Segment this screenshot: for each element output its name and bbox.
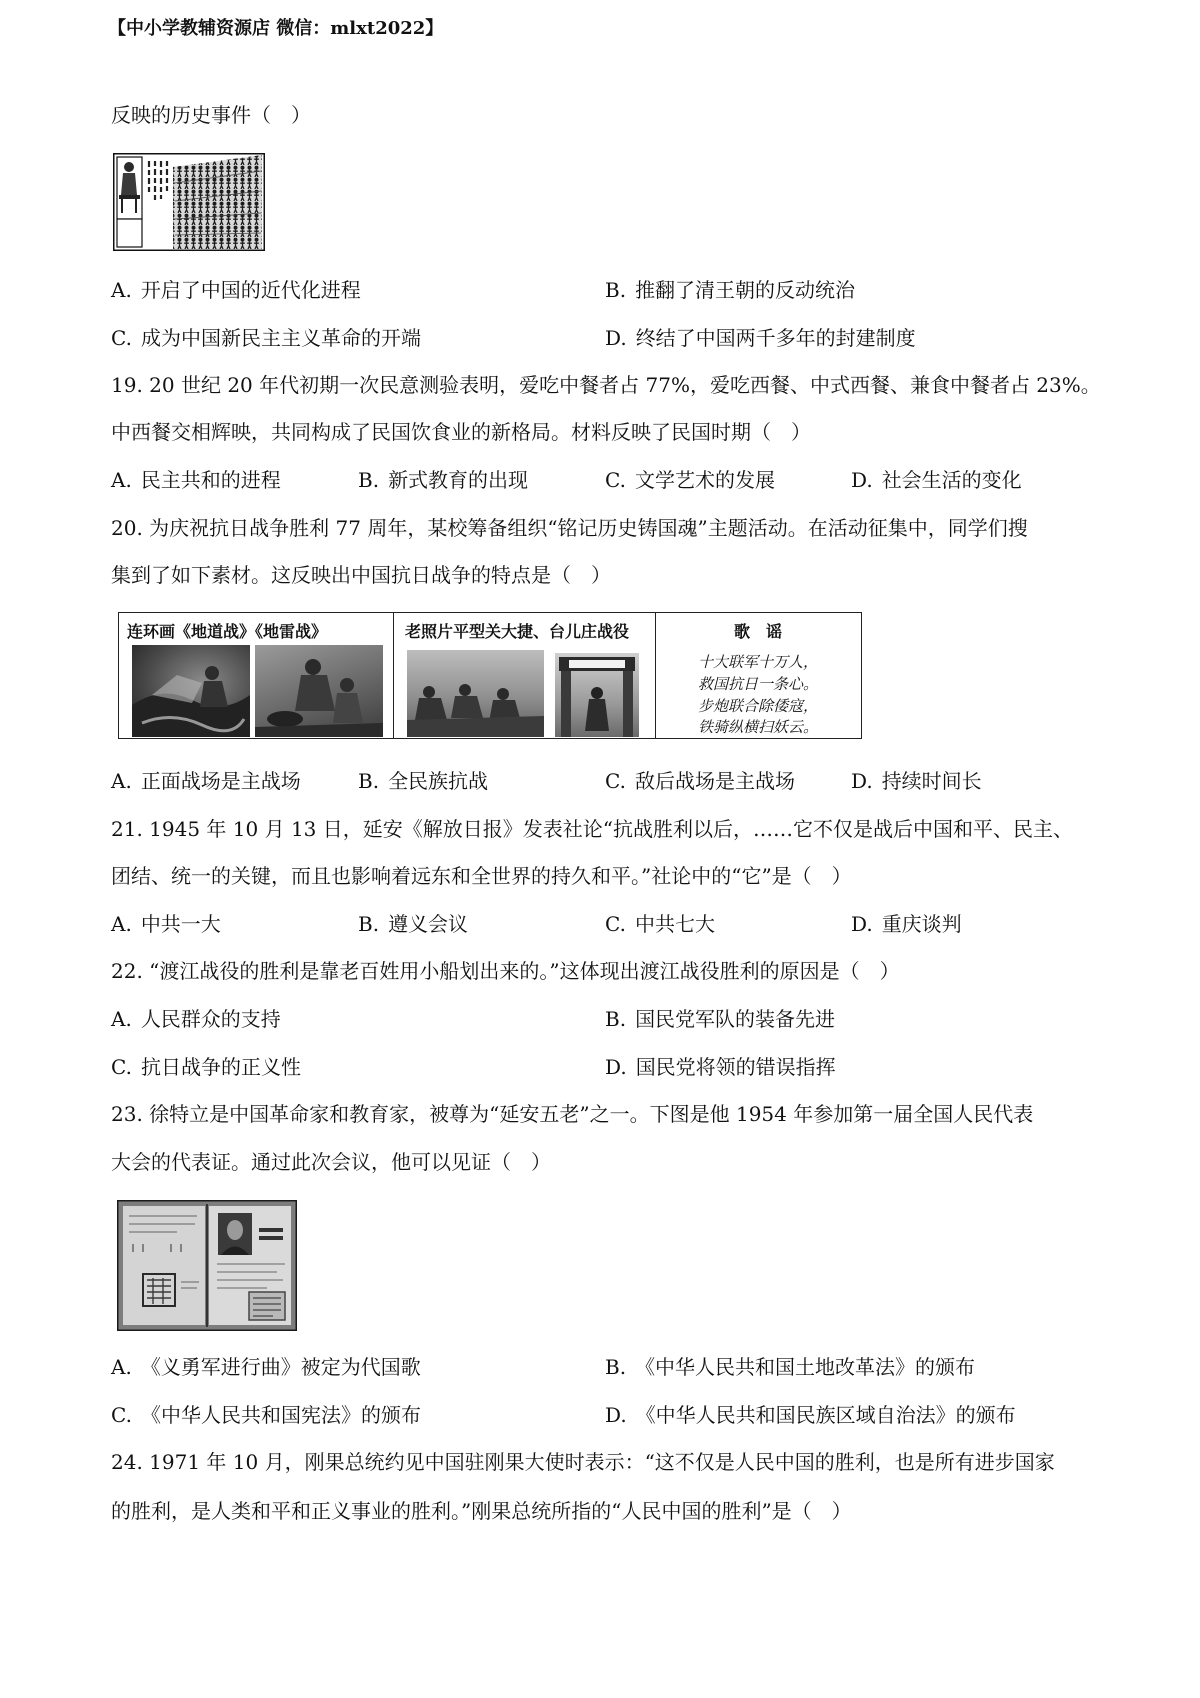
q22-option-d	[605, 1055, 836, 1079]
q23-stem-line-1: 23. 徐特立是中国革命家和教育家，被尊为“延安五老”之一。下图是他 1954 年参加第一届全国人民代表	[111, 1102, 1034, 1126]
q23-option-a	[111, 1355, 421, 1379]
option-text: 正面战场是主战场	[140, 769, 301, 793]
certificate-left-page	[123, 1206, 205, 1325]
red-seal-stamp	[249, 1292, 285, 1320]
photo-scene	[555, 653, 639, 737]
option-text: 国民党军队的装备先进	[635, 1007, 836, 1031]
q19-option-c	[605, 468, 775, 492]
q19-option-b	[358, 468, 528, 492]
q20-option-b	[358, 769, 488, 793]
q18-cartoon-figure	[113, 153, 265, 251]
certificate-illustration	[117, 1200, 297, 1331]
option-label: B.	[605, 1007, 627, 1031]
option-text: 抗日战争的正义性	[140, 1055, 301, 1079]
option-label: A.	[111, 912, 132, 936]
q21-stem-line-1: 21. 1945 年 10 月 13 日，延安《解放日报》发表社论“抗战胜利以后，……它不仅是战后中国和平、民主、	[111, 817, 1073, 841]
seated-figure	[117, 157, 142, 247]
comic-scene	[255, 645, 383, 737]
option-label: B.	[358, 468, 380, 492]
comics-title: 连环画《地道战》《地雷战》	[127, 622, 328, 641]
option-text: 终结了中国两千多年的封建制度	[635, 326, 916, 350]
portrait-photo	[218, 1213, 252, 1255]
ballad-line: 铁骑纵横扫妖云。	[697, 718, 818, 736]
q21-option-a	[111, 912, 221, 936]
photo-taierzhuang-battle	[555, 653, 639, 737]
q22-option-c	[111, 1055, 301, 1079]
q20-stem-line-1: 20. 为庆祝抗日战争胜利 77 周年，某校筹备组织“铭记历史铸国魂”主题活动。在活动征集中，同学们搜	[111, 516, 1028, 540]
vertical-text-banner	[145, 158, 173, 210]
option-text: 民主共和的进程	[140, 468, 281, 492]
option-label: B.	[358, 769, 380, 793]
option-label: D.	[605, 326, 627, 350]
option-text: 成为中国新民主主义革命的开端	[140, 326, 421, 350]
option-label: B.	[605, 278, 627, 302]
q19-stem-line-2: 中西餐交相辉映，共同构成了民国饮食业的新格局。材料反映了民国时期（ ）	[111, 420, 811, 444]
option-label: C.	[111, 1055, 132, 1079]
option-text: 持续时间长	[881, 769, 982, 793]
q21-option-b	[358, 912, 468, 936]
q18-option-c	[111, 326, 421, 350]
option-label: A.	[111, 769, 132, 793]
q18-option-b	[605, 278, 855, 302]
q22-stem-line: 22. “渡江战役的胜利是靠老百姓用小船划出来的。”这体现出渡江战役胜利的原因是（ ）	[111, 959, 900, 983]
ballad-line: 步炮联合除倭寇，	[697, 697, 818, 715]
option-label: D.	[851, 912, 873, 936]
q23-option-d	[605, 1403, 1016, 1427]
option-text: 重庆谈判	[881, 912, 962, 936]
comic-image-tunnel-warfare	[132, 645, 250, 737]
option-text: 人民群众的支持	[140, 1007, 281, 1031]
comic-scene	[132, 645, 250, 737]
option-text: 开启了中国的近代化进程	[140, 278, 361, 302]
q20-materials-figure	[118, 612, 862, 739]
ballad-panel	[656, 613, 860, 738]
marching-crowd	[173, 155, 262, 249]
ballad-line: 救国抗日一条心。	[697, 675, 818, 693]
q21-stem-line-2: 团结、统一的关键，而且也影响着远东和全世界的持久和平。”社论中的“它”是（ ）	[111, 864, 852, 888]
q23-option-b	[605, 1355, 975, 1379]
option-text: 遵义会议	[388, 912, 469, 936]
photo-scene	[407, 650, 544, 737]
q19-option-a	[111, 468, 281, 492]
option-label: B.	[605, 1355, 627, 1379]
option-text: 推翻了清王朝的反动统治	[635, 278, 856, 302]
option-label: D.	[851, 468, 873, 492]
option-text: 中共一大	[140, 912, 221, 936]
option-label: A.	[111, 468, 132, 492]
q21-option-d	[851, 912, 962, 936]
q20-stem-line-2: 集到了如下素材。这反映出中国抗日战争的特点是（ ）	[111, 563, 611, 587]
q22-option-a	[111, 1007, 281, 1031]
option-text: 文学艺术的发展	[634, 468, 775, 492]
option-label: C.	[111, 1403, 132, 1427]
q19-option-d	[851, 468, 1022, 492]
q18-option-a	[111, 278, 361, 302]
q22-option-b	[605, 1007, 835, 1031]
option-text: 全民族抗战	[388, 769, 489, 793]
option-text: 《中华人民共和国土地改革法》的颁布	[635, 1355, 976, 1379]
option-label: B.	[358, 912, 380, 936]
cartoon-illustration	[113, 153, 265, 251]
q23-stem-line-2: 大会的代表证。通过此次会议，他可以见证（ ）	[111, 1150, 551, 1174]
photo-pingxingguan-victory	[407, 650, 544, 737]
comic-image-mine-warfare	[255, 645, 383, 737]
comics-panel	[119, 613, 394, 738]
option-label: A.	[111, 1007, 132, 1031]
option-text: 国民党将领的错误指挥	[635, 1055, 836, 1079]
q18-option-d	[605, 326, 916, 350]
option-text: 《义勇军进行曲》被定为代国歌	[140, 1355, 421, 1379]
q18-stem-line: 反映的历史事件（ ）	[111, 103, 311, 127]
option-label: A.	[111, 278, 132, 302]
option-label: C.	[111, 326, 132, 350]
option-text: 中共七大	[634, 912, 715, 936]
option-text: 新式教育的出现	[388, 468, 529, 492]
certificate-right-page	[209, 1206, 291, 1325]
option-label: C.	[605, 769, 626, 793]
q20-option-a	[111, 769, 301, 793]
q20-option-c	[605, 769, 795, 793]
ballad-line: 十大联军十万人，	[697, 653, 818, 671]
option-text: 《中华人民共和国民族区域自治法》的颁布	[635, 1403, 1016, 1427]
q19-stem-line-1: 19. 20 世纪 20 年代初期一次民意测验表明，爱吃中餐者占 77%，爱吃西餐、中式西餐、兼食中餐者占 23%。	[111, 373, 1101, 397]
option-label: D.	[605, 1055, 627, 1079]
option-label: C.	[605, 912, 626, 936]
q23-delegate-certificate-figure	[117, 1200, 297, 1331]
q24-stem-line-2: 的胜利，是人类和平和正义事业的胜利。”刚果总统所指的“人民中国的胜利”是（ ）	[111, 1499, 852, 1523]
option-text: 敌后战场是主战场	[634, 769, 795, 793]
q24-stem-line-1: 24. 1971 年 10 月，刚果总统约见中国驻刚果大使时表示：“这不仅是人民中国的胜利，也是所有进步国家	[111, 1450, 1055, 1474]
ballad-title: 歌 谣	[733, 622, 782, 641]
option-text: 《中华人民共和国宪法》的颁布	[140, 1403, 421, 1427]
q23-option-c	[111, 1403, 421, 1427]
old-photos-panel	[394, 613, 656, 738]
q21-option-c	[605, 912, 715, 936]
old-photos-title: 老照片平型关大捷、台儿庄战役	[405, 622, 630, 641]
option-label: D.	[605, 1403, 627, 1427]
option-text: 社会生活的变化	[881, 468, 1022, 492]
source-watermark: 【中小学教辅资源店 微信：mlxt2022】	[108, 18, 444, 39]
option-label: D.	[851, 769, 873, 793]
option-label: C.	[605, 468, 626, 492]
q20-option-d	[851, 769, 982, 793]
option-label: A.	[111, 1355, 132, 1379]
